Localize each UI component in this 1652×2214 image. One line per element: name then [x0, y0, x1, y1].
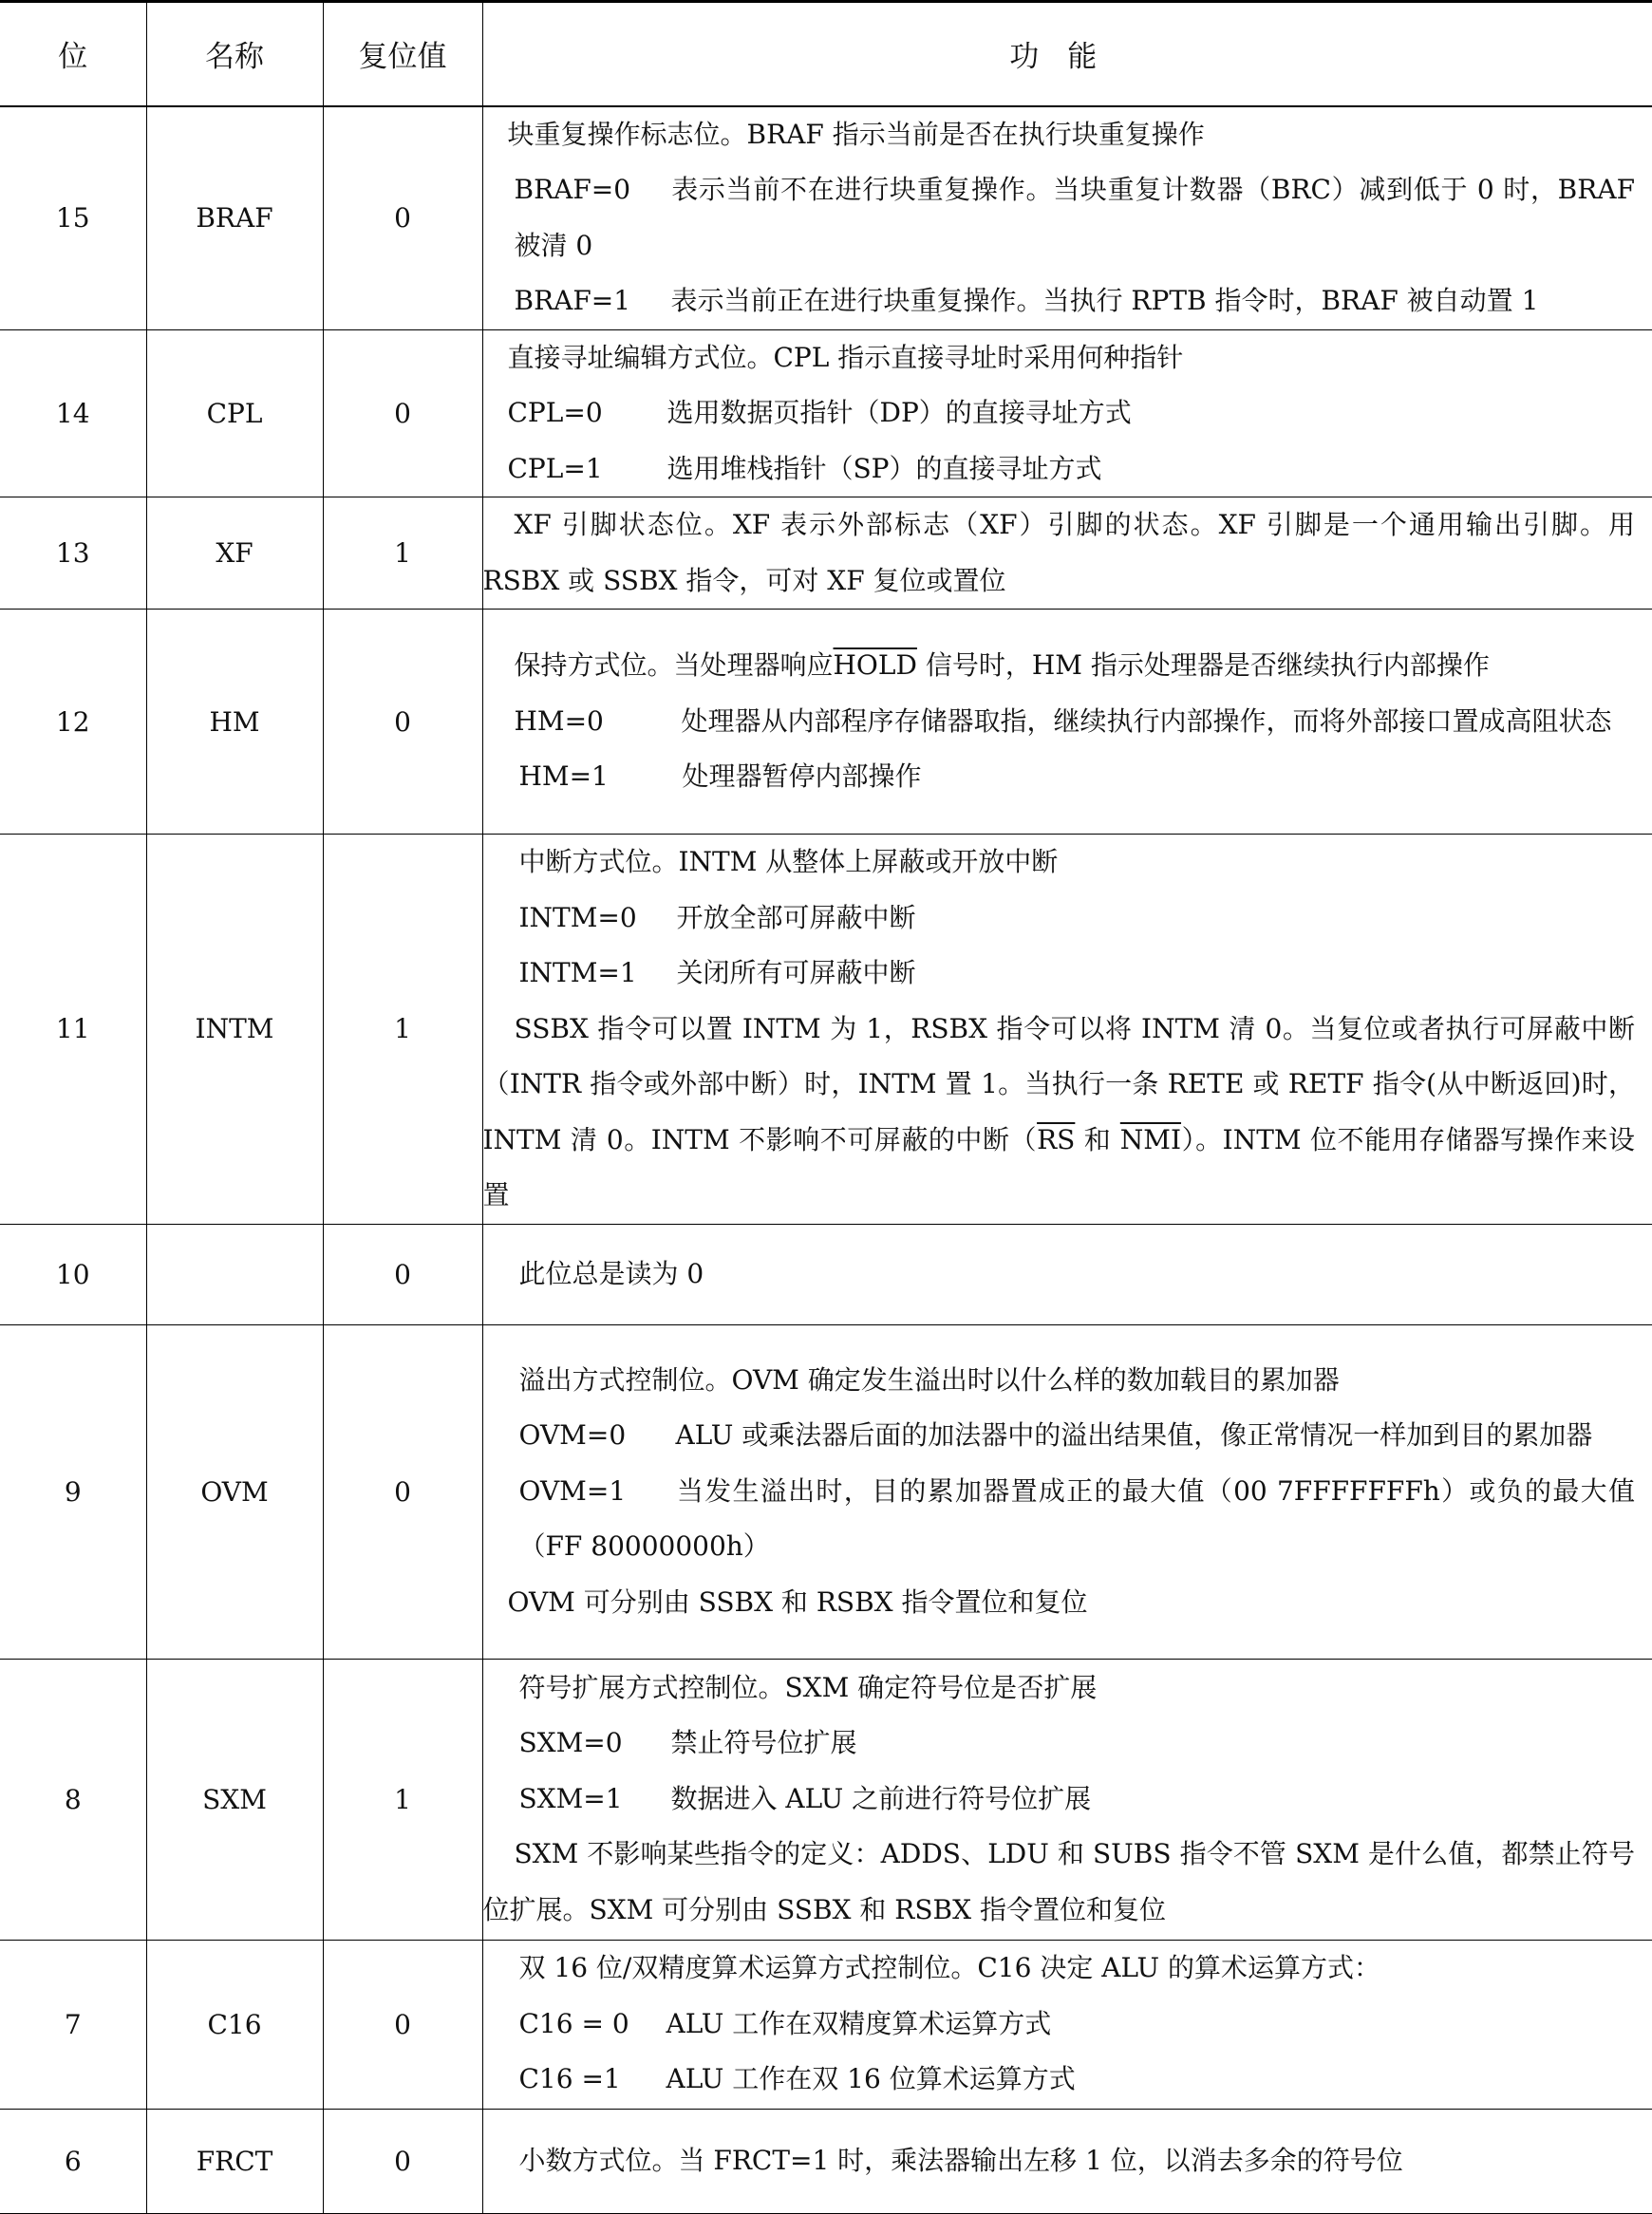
reset-cell: 0 — [323, 610, 482, 835]
function-line — [483, 2052, 1636, 2108]
function-line: 符号扩展方式控制位。SXM 确定符号位是否扩展 — [518, 1671, 1098, 1703]
bit-cell: 9 — [0, 1324, 146, 1659]
setting-key: HM=0 — [514, 704, 604, 737]
bit-cell: 6 — [0, 2109, 146, 2213]
function-cell — [482, 1324, 1652, 1659]
function-line — [483, 1002, 1636, 1224]
bit-cell: 7 — [0, 1940, 146, 2109]
text-run: 信号时，HM 指示处理器是否继续执行内部操作 — [925, 649, 1490, 682]
name-cell: BRAF — [146, 106, 323, 330]
function-cell — [482, 835, 1652, 1225]
setting-key: HM=1 — [518, 760, 609, 793]
reset-cell: 0 — [323, 1940, 482, 2109]
name-cell: OVM — [146, 1324, 323, 1659]
setting-key: SXM=0 — [518, 1727, 623, 1759]
setting-key: SXM=1 — [518, 1782, 623, 1814]
table-row — [0, 329, 1652, 497]
setting-desc: 当发生溢出时，目的累加器置成正的最大值（00 7FFFFFFFh）或负的最大值（FF 80000000h） — [518, 1474, 1635, 1563]
function-line: 双 16 位/双精度算术运算方式控制位。C16 决定 ALU 的算术运算方式： — [518, 1952, 1381, 1984]
function-line: 小数方式位。当 FRCT=1 时，乘法器输出左移 1 位，以消去多余的符号位 — [518, 2144, 1403, 2176]
bit-cell: 10 — [0, 1224, 146, 1324]
name-cell: HM — [146, 610, 323, 835]
setting-desc: 选用堆栈指针（SP）的直接寻址方式 — [666, 452, 1102, 484]
setting-desc: 处理器暂停内部操作 — [682, 760, 922, 793]
name-cell: XF — [146, 497, 323, 610]
function-cell — [482, 329, 1652, 497]
function-line — [483, 1408, 1636, 1464]
setting-key: OVM=0 — [518, 1419, 627, 1452]
header-bit: 位 — [0, 2, 146, 106]
setting-key: OVM=1 — [518, 1474, 627, 1507]
name-cell: FRCT — [146, 2109, 323, 2213]
table-row — [0, 497, 1652, 610]
table-row — [0, 1324, 1652, 1659]
name-cell: INTM — [146, 835, 323, 1225]
function-line: 直接寻址编辑方式位。CPL 指示直接寻址时采用何种指针 — [507, 341, 1184, 373]
setting-desc: 数据进入 ALU 之前进行符号位扩展 — [670, 1782, 1092, 1814]
setting-desc: ALU 工作在双精度算术运算方式 — [666, 2007, 1052, 2039]
text-run: ）。INTM 位不能用存储器写操作来设置 — [482, 1123, 1635, 1210]
setting-key: C16 = 0 — [518, 2007, 629, 2039]
reset-cell: 0 — [323, 2109, 482, 2213]
bit-cell: 13 — [0, 497, 146, 610]
header-name: 名称 — [146, 2, 323, 106]
text-run: SSBX 指令可以置 INTM 为 1，RSBX 指令可以将 INTM 清 0。当复位或者执行可屏蔽中断（INTR 指令或外部中断）时，INTM 置 1。当执行一条 RETE 或 RETF 指令(从中断返回)时，INTM 清 0。INTM 不影响不可屏蔽的中断（ — [482, 1012, 1635, 1155]
bit-cell: 8 — [0, 1659, 146, 1940]
bit-cell: 12 — [0, 610, 146, 835]
name-cell: SXM — [146, 1659, 323, 1940]
bit-cell: 15 — [0, 106, 146, 330]
function-line: 此位总是读为 0 — [518, 1257, 704, 1289]
nmi-signal-overlined: $\overline{NMI}$ — [1119, 1123, 1182, 1155]
function-line: OVM 可分别由 SSBX 和 RSBX 指令置位和复位 — [507, 1585, 1088, 1618]
table-row — [0, 610, 1652, 835]
function-line — [483, 638, 1636, 694]
setting-desc: 禁止符号位扩展 — [670, 1727, 857, 1759]
rs-signal-overlined: $\overline{RS}$ — [1037, 1123, 1076, 1155]
bit-cell: 14 — [0, 329, 146, 497]
setting-desc: 表示当前正在进行块重复操作。当执行 RPTB 指令时，BRAF 被自动置 1 — [670, 285, 1539, 316]
function-line — [483, 273, 1636, 329]
hold-signal-overlined: HOLD — [833, 649, 917, 682]
setting-desc: 表示当前不在进行块重复操作。当块重复计数器（BRC）减到低于 0 时，BRAF 被清 0 — [514, 174, 1635, 261]
function-line — [483, 385, 1636, 441]
setting-key: BRAF=0 — [514, 174, 631, 205]
reset-cell: 0 — [323, 1324, 482, 1659]
table-row — [0, 1224, 1652, 1324]
bit-cell: 11 — [0, 835, 146, 1225]
function-cell — [482, 1940, 1652, 2109]
table-row — [0, 2109, 1652, 2213]
function-line: 中断方式位。INTM 从整体上屏蔽或开放中断 — [518, 846, 1059, 877]
function-line — [483, 946, 1636, 1002]
table-row — [0, 1940, 1652, 2109]
setting-desc: ALU 工作在双 16 位算术运算方式 — [666, 2063, 1076, 2095]
function-line: XF 引脚状态位。XF 表示外部标志（XF）引脚的状态。XF 引脚是一个通用输出引脚。用 RSBX 或 SSBX 指令，可对 XF 复位或置位 — [482, 509, 1635, 596]
reset-cell: 1 — [323, 835, 482, 1225]
function-cell — [482, 610, 1652, 835]
header-reset: 复位值 — [323, 2, 482, 106]
function-cell — [482, 1659, 1652, 1940]
table-row — [0, 1659, 1652, 1940]
reset-cell: 1 — [323, 1659, 482, 1940]
function-cell — [482, 2109, 1652, 2213]
setting-key: CPL=0 — [507, 397, 603, 428]
text-run: 和 — [1083, 1123, 1112, 1155]
reset-cell: 0 — [323, 329, 482, 497]
function-line — [483, 1772, 1636, 1828]
text-run: 保持方式位。当处理器响应 — [514, 649, 834, 682]
reset-cell: 0 — [323, 1224, 482, 1324]
name-cell: C16 — [146, 1940, 323, 2109]
function-line — [483, 1716, 1636, 1772]
header-function: 功能 — [482, 2, 1652, 106]
setting-desc: 开放全部可屏蔽中断 — [676, 901, 916, 933]
reset-cell: 0 — [323, 106, 482, 330]
function-line: 溢出方式控制位。OVM 确定发生溢出时以什么样的数加载目的累加器 — [518, 1363, 1340, 1396]
table-row — [0, 106, 1652, 330]
setting-key: CPL=1 — [507, 452, 603, 484]
name-cell: CPL — [146, 329, 323, 497]
function-line — [483, 694, 1636, 750]
function-cell — [482, 1224, 1652, 1324]
setting-key: C16 =1 — [518, 2063, 621, 2095]
function-line — [483, 441, 1636, 497]
table-header-row — [0, 2, 1652, 106]
function-cell — [482, 106, 1652, 330]
function-line — [483, 1997, 1636, 2053]
function-line — [483, 162, 1636, 273]
setting-key: BRAF=1 — [514, 285, 631, 316]
function-line — [483, 749, 1636, 805]
function-line — [483, 891, 1636, 947]
name-cell — [146, 1224, 323, 1324]
function-line — [483, 1464, 1636, 1575]
setting-desc: ALU 或乘法器后面的加法器中的溢出结果值，像正常情况一样加到目的累加器 — [675, 1419, 1593, 1452]
setting-desc: 关闭所有可屏蔽中断 — [676, 957, 916, 988]
table-row — [0, 835, 1652, 1225]
function-cell — [482, 497, 1652, 610]
setting-desc: 选用数据页指针（DP）的直接寻址方式 — [666, 397, 1132, 428]
reset-cell: 1 — [323, 497, 482, 610]
setting-key: INTM=0 — [518, 901, 637, 933]
setting-key: INTM=1 — [518, 957, 637, 988]
setting-desc: 处理器从内部程序存储器取指，继续执行内部操作，而将外部接口置成高阻状态 — [681, 704, 1612, 737]
function-line: 块重复操作标志位。BRAF 指示当前是否在执行块重复操作 — [507, 118, 1205, 150]
function-line: SXM 不影响某些指令的定义：ADDS、LDU 和 SUBS 指令不管 SXM 是什么值，都禁止符号位扩展。SXM 可分别由 SSBX 和 RSBX 指令置位和复位 — [482, 1838, 1635, 1925]
